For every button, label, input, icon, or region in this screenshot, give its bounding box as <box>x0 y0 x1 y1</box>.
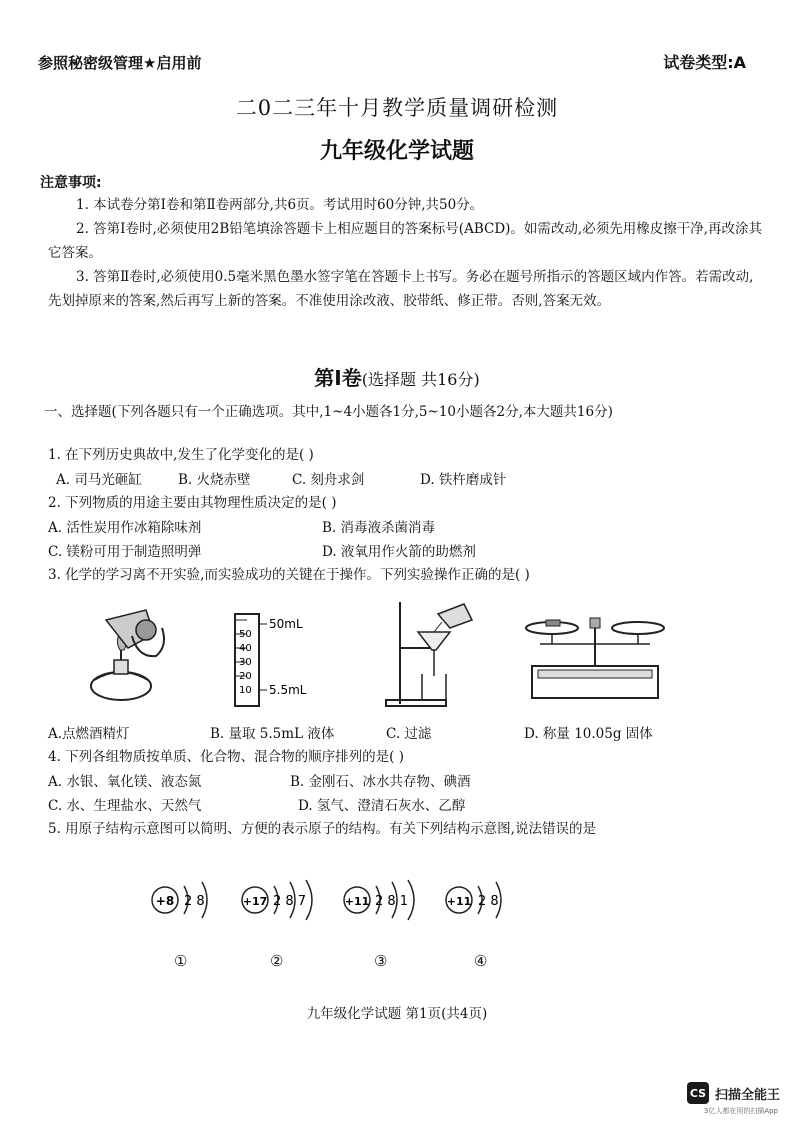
paper-type-label: 试卷类型:A <box>663 53 746 72</box>
q2-option-c: C. 镁粉可用于制造照明弹 <box>48 544 202 560</box>
atom-3-shells: 2 8 1 <box>375 894 409 909</box>
q2-option-d: D. 液氧用作火箭的助燃剂 <box>322 544 476 560</box>
atom-4-shells: 2 8 <box>478 894 499 909</box>
scanner-app-name: 扫描全能王 <box>714 1087 780 1103</box>
section-subtitle: (选择题 共16分) <box>361 370 480 389</box>
section-intro: 一、选择题(下列各题只有一个正确选项。其中,1~4小题各1分,5~10小题各2分,本大题共16分) <box>44 404 613 420</box>
cylinder-tick-30: 30 <box>239 657 252 668</box>
atom-2-nucleus: +17 <box>242 895 268 908</box>
cylinder-tick-50: 50 <box>239 629 252 640</box>
cylinder-tick-40: 40 <box>239 643 252 654</box>
atom-diagram-2 <box>240 878 330 970</box>
atom-diagram-1 <box>150 878 240 970</box>
q2-stem: 2. 下列物质的用途主要由其物理性质决定的是( ) <box>48 495 337 511</box>
q4-option-d: D. 氢气、澄清石灰水、乙醇 <box>298 798 466 814</box>
q5-stem: 5. 用原子结构示意图可以简明、方便的表示原子的结构。有关下列结构示意图,说法错误的是 <box>48 821 596 837</box>
q1-stem: 1. 在下列历史典故中,发生了化学变化的是( ) <box>48 447 314 463</box>
notice-heading: 注意事项: <box>40 175 102 191</box>
q3-option-a: A.点燃酒精灯 <box>48 726 130 742</box>
q3-option-c: C. 过滤 <box>386 726 432 742</box>
atom-4-label: ④ <box>474 952 488 970</box>
atom-3-nucleus: +11 <box>344 895 370 908</box>
q4-option-c: C. 水、生理盐水、天然气 <box>48 798 202 814</box>
notice-item-1: 1. 本试卷分第Ⅰ卷和第Ⅱ卷两部分,共6页。考试用时60分钟,共50分。 <box>76 197 484 213</box>
atom-2-label: ② <box>270 952 284 970</box>
filtration-figure <box>380 596 480 711</box>
q1-option-b: B. 火烧赤壁 <box>178 472 251 488</box>
confidentiality-label: 参照秘密级管理★启用前 <box>38 54 202 72</box>
q3-option-b: B. 量取 5.5mL 液体 <box>210 726 335 742</box>
scanner-logo-icon: CS <box>687 1082 709 1104</box>
cylinder-tick-10: 10 <box>239 685 252 696</box>
notice-item-2: 2. 答第Ⅰ卷时,必须使用2B铅笔填涂答题卡上相应题目的答案标号(ABCD)。如需改动,必须先用橡皮擦干净,再改涂其它答案。 <box>48 221 762 261</box>
atom-3-label: ③ <box>374 952 388 970</box>
atom-diagram-4 <box>444 878 534 970</box>
page-footer: 九年级化学试题 第1页(共4页) <box>306 1006 488 1022</box>
measuring-cylinder-figure <box>215 610 325 710</box>
q3-stem: 3. 化学的学习离不开实验,而实验成功的关键在于操作。下列实验操作正确的是( ) <box>48 567 530 583</box>
subject-title: 九年级化学试题 <box>319 139 474 164</box>
alcohol-lamp-figure <box>76 600 176 710</box>
cylinder-bottom-label: 5.5mL <box>269 683 307 697</box>
exam-title: 二0二三年十月教学质量调研检测 <box>235 96 559 120</box>
atom-1-label: ① <box>174 952 188 970</box>
cylinder-top-label: 50mL <box>269 617 303 631</box>
q1-option-d: D. 铁杵磨成针 <box>420 472 507 488</box>
q4-option-a: A. 水银、氧化镁、液态氮 <box>48 774 202 790</box>
q4-stem: 4. 下列各组物质按单质、化合物、混合物的顺序排列的是( ) <box>48 749 404 765</box>
balance-figure <box>520 608 670 708</box>
q2-option-a: A. 活性炭用作冰箱除味剂 <box>48 520 202 536</box>
q1-option-a: A. 司马光砸缸 <box>56 472 142 488</box>
atom-1-shells: 2 8 <box>184 894 205 909</box>
q4-option-b: B. 金刚石、冰水共存物、碘酒 <box>290 774 471 790</box>
q3-option-d: D. 称量 10.05g 固体 <box>524 726 653 742</box>
atom-4-nucleus: +11 <box>446 895 472 908</box>
section-title <box>0 362 794 391</box>
q2-option-b: B. 消毒液杀菌消毒 <box>322 520 436 536</box>
cylinder-tick-20: 20 <box>239 671 252 682</box>
scanner-watermark <box>687 1082 780 1104</box>
q1-option-c: C. 刻舟求剑 <box>292 472 365 488</box>
atom-1-nucleus: +8 <box>155 894 175 908</box>
atom-diagram-3 <box>342 878 432 970</box>
scanner-tagline: 3亿人都在用的扫描App <box>703 1107 778 1115</box>
section-name: 第Ⅰ卷 <box>314 366 362 390</box>
notice-item-3: 3. 答第Ⅱ卷时,必须使用0.5毫米黑色墨水签字笔在答题卡上书写。务必在题号所指示的答题区域内作答。若需改动,先划掉原来的答案,然后再写上新的答案。不准使用涂改液、胶带纸、修正带。否则,答案无效。 <box>48 269 754 309</box>
atom-2-shells: 2 8 7 <box>273 894 307 909</box>
